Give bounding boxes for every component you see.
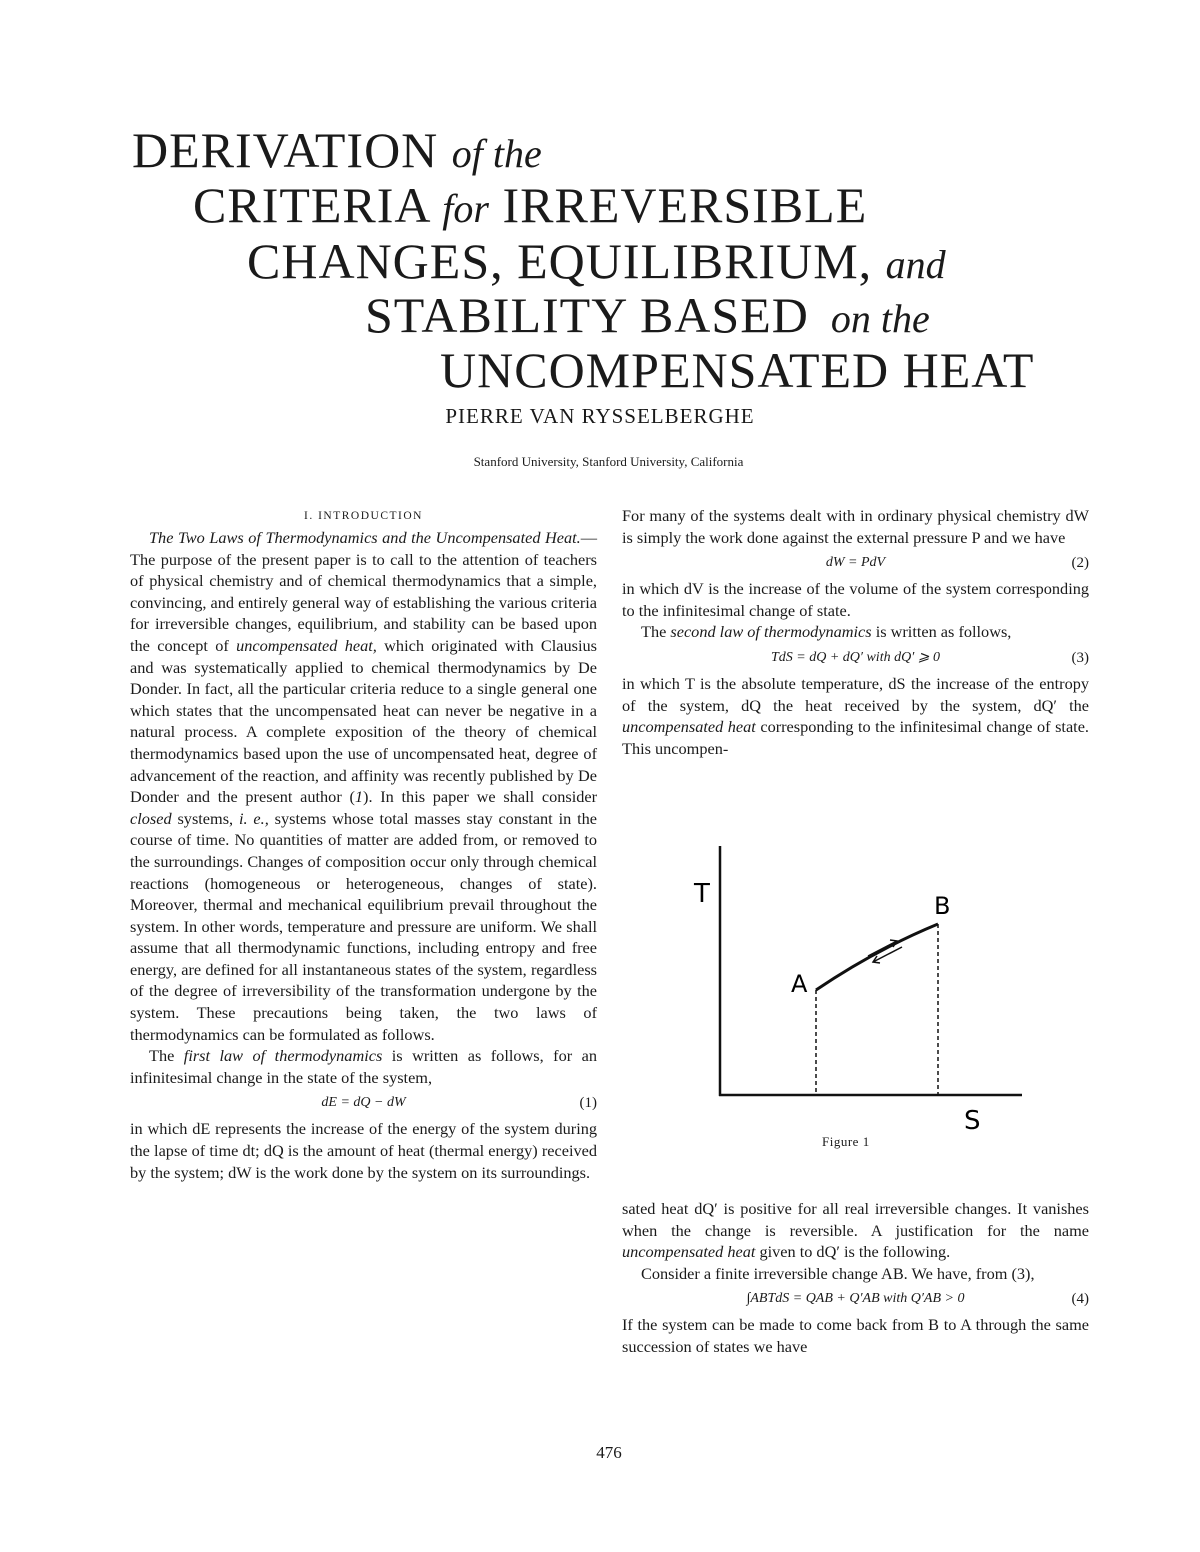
paragraph: For many of the systems dealt with in ordinary physical chemistry dW is simply the work done against the external pressure P and we have — [622, 506, 1089, 547]
title-caps: STABILITY BASED — [365, 287, 809, 343]
text-run: which originated with Clausius and was systematically applied to chemical thermodynamics by De Donder. In fact, all the particular criteria reduce to a single general one which states that the uncompensated heat can never be negative in a natural process. A complete exposition of the theory of chemical thermodynamics based upon the use of uncompensated heat, degree of advancement of the reaction, and affinity was recently published by De Donder and the present author ( — [130, 635, 598, 807]
paragraph: in which dV is the increase of the volume of the system corresponding to the infinitesimal change of state. — [622, 579, 1089, 620]
point-a-label: A — [791, 970, 808, 998]
page-number: 476 — [596, 1443, 622, 1462]
forward-arrow-shaft — [868, 941, 897, 956]
author-name: PIERRE VAN RYSSELBERGHE — [445, 404, 755, 428]
text-run: i. e., — [238, 808, 269, 828]
title-line-5 — [440, 342, 1035, 398]
title-line-1 — [132, 122, 542, 178]
title-caps: DERIVATION — [132, 122, 439, 178]
text-run: corresponding to the infinitesimal change of state. This uncompen- — [622, 717, 1089, 758]
t-axis-label: T — [694, 879, 710, 909]
text-run: first law of thermodynamics — [183, 1046, 383, 1066]
text-run: The — [149, 1046, 184, 1066]
title-caps: CRITERIA — [193, 177, 429, 233]
paragraph — [622, 621, 1089, 643]
text-run: second law of thermodynamics — [670, 622, 872, 642]
s-axis-label: S — [964, 1106, 981, 1136]
equation-expression: dE = dQ − dW — [321, 1095, 406, 1111]
left-column — [130, 505, 597, 1183]
title-caps: UNCOMPENSATED HEAT — [440, 342, 1035, 398]
text-run: systems, — [171, 808, 239, 828]
text-run: uncompensated heat, — [236, 635, 377, 655]
text-run: systems whose total masses stay constant in the course of time. No quantities of matter are added from, or removed to the surroundings. Changes of composition occur only through chemical reactions (homogeneous or heterogeneous, changes of state). Moreover, thermal and mechanical equilibrium prevail throughout the system. In other words, temperature and pressure are uniform. We shall assume that all thermodynamic functions, including entropy and free energy, are defined for all instantaneous states of the system, regardless of the degree of irreversibility of the transformation undergone by the system. These precautions being taken, the two laws of thermodynamics can be formulated as follows. — [130, 808, 597, 1044]
equation-number: (4) — [1071, 1291, 1089, 1308]
text-run: given to dQ′ is the following. — [755, 1242, 951, 1262]
citation-ref: 1 — [354, 787, 364, 807]
equation-4 — [622, 1284, 1089, 1314]
equation-number: (2) — [1071, 555, 1089, 572]
text-run: is written as follows, for an infinitesimal change in the state of the system, — [130, 1046, 597, 1087]
text-run: closed — [130, 808, 172, 828]
paragraph: in which dE represents the increase of the energy of the system during the lapse of time dt; dQ is the amount of heat (thermal energy) received by the system; dW is the work done by the system on its surroundings. — [130, 1119, 597, 1182]
paragraph: If the system can be made to come back from B to A through the same succession of states we have — [622, 1315, 1089, 1356]
equation-expression: dW = PdV — [825, 555, 886, 571]
paragraph — [622, 673, 1089, 759]
title-italic: for — [442, 186, 489, 231]
equation-number: (1) — [579, 1095, 597, 1112]
text-run: uncompensated heat — [622, 1242, 756, 1262]
text-run: uncompensated heat — [622, 717, 756, 737]
equation-number: (3) — [1071, 649, 1089, 666]
figure-1-diagram — [690, 838, 1030, 1138]
text-run: in which T is the absolute temperature, dS the increase of the entropy of the system, dQ the heat received by the system, dQ′ the — [622, 673, 1089, 715]
title-caps: IRREVERSIBLE — [502, 177, 868, 233]
text-run: ). In this paper we shall consider — [363, 787, 598, 807]
title-italic: and — [885, 242, 946, 287]
title-italic: on the — [830, 296, 930, 341]
equation-2 — [622, 548, 1089, 578]
run-in-heading: The Two Laws of Thermodynamics and the Uncompensated Heat. — [149, 528, 581, 547]
paragraph: Consider a finite irreversible change AB. We have, from (3), — [641, 1263, 1035, 1283]
paragraph — [130, 1045, 597, 1088]
right-column-lower — [622, 1198, 1089, 1358]
paragraph — [130, 527, 597, 1045]
text-run: —The purpose of the present paper is to call to the attention of teachers of physical chemistry and of chemical thermodynamics that a simple, convincing, and entirely general way of establishing the various criteria for irreversible changes, equilibrium, and stability can be based upon the concept of — [130, 528, 597, 655]
title-caps: CHANGES, EQUILIBRIUM, — [247, 233, 873, 289]
reverse-arrow-shaft — [873, 947, 902, 962]
author-affiliation: Stanford University, Stanford University, California — [473, 454, 744, 469]
title-line-2 — [193, 177, 868, 233]
equation-expression: TdS = dQ + dQ′ with dQ′ ⩾ 0 — [771, 649, 940, 665]
text-run: sated heat dQ′ is positive for all real irreversible changes. It vanishes when the change is reversible. A justification for the name — [622, 1199, 1089, 1240]
figure-caption: Figure 1 — [822, 1134, 870, 1149]
paragraph — [622, 1198, 1089, 1263]
section-heading: I. INTRODUCTION — [304, 510, 423, 522]
equation-1 — [130, 1088, 597, 1118]
point-b-label: B — [934, 892, 951, 920]
title-line-3 — [247, 233, 946, 289]
equation-expression: ∫ABTdS = QAB + Q′AB with Q′AB > 0 — [746, 1291, 965, 1307]
right-column-upper — [622, 505, 1089, 759]
text-run: is written as follows, — [871, 622, 1012, 642]
text-run: The — [641, 622, 671, 642]
title-line-4 — [365, 287, 930, 343]
equation-3 — [622, 643, 1089, 673]
title-italic: of the — [451, 131, 542, 176]
